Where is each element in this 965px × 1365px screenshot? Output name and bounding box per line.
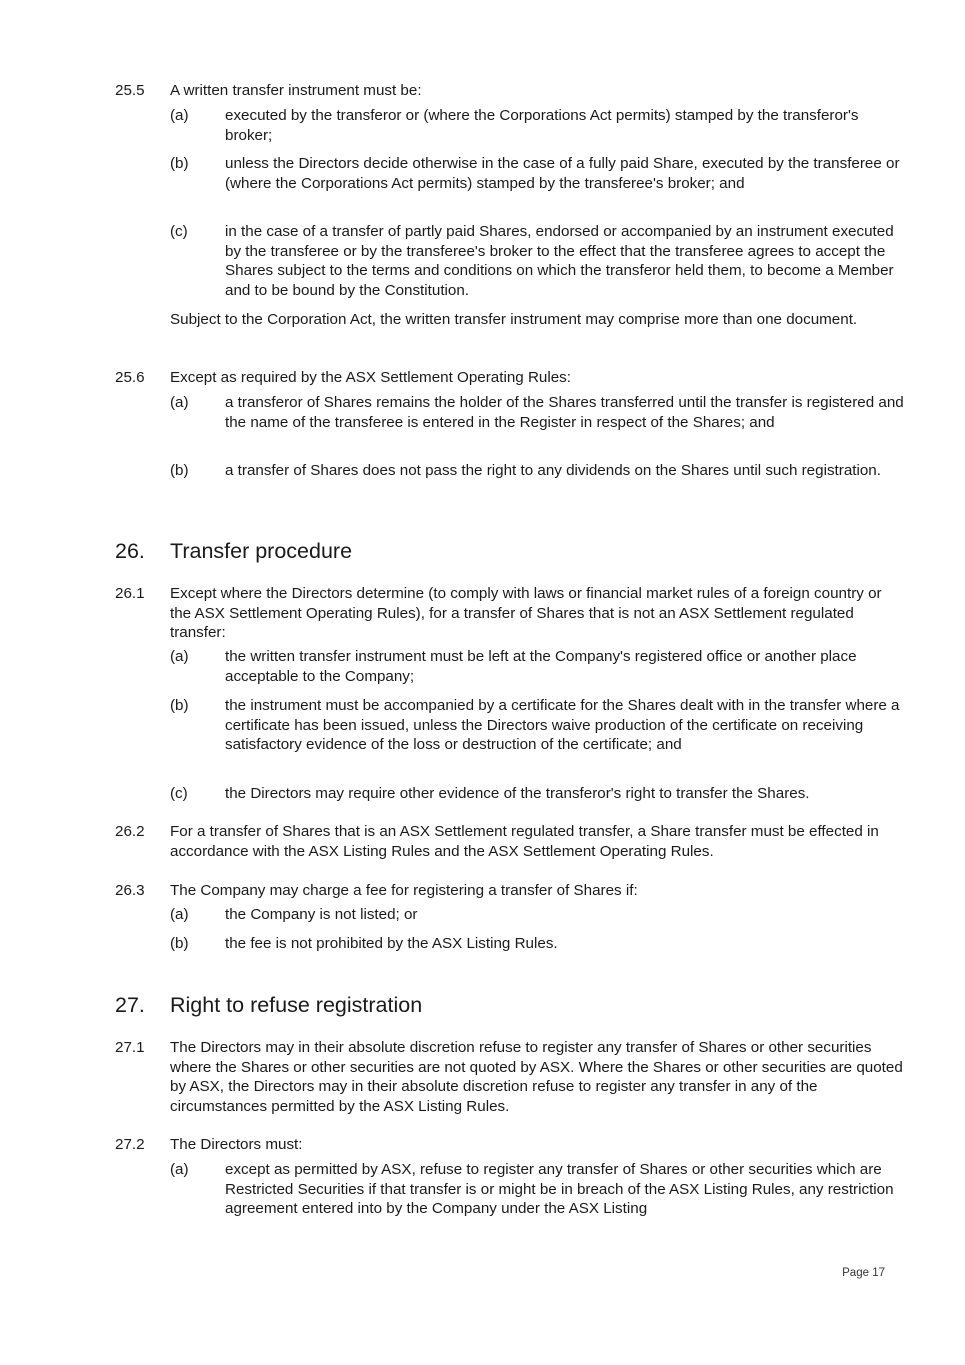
item-label: (c) — [170, 785, 188, 802]
clause-text: Except where the Directors determine (to comply with laws or financial market rules of a foreign country or the ASX Settlement Operating Rules), for a transfer of Shares that is not an ASX Settlement regulated transfer: — [170, 585, 882, 642]
item-label: (b) — [170, 697, 189, 714]
clause-26-2 — [115, 822, 905, 861]
clause-text: The Directors must: — [170, 1136, 303, 1153]
clause-26-1 — [115, 584, 905, 643]
item-text: the instrument must be accompanied by a certificate for the Shares dealt with in the transfer where a certificate has been issued, unless the Directors waive production of the certificate on receiving satisfactory evidence of the loss or destruction of the certificate; and — [225, 697, 900, 754]
clause-25-6 — [115, 368, 905, 388]
page-number: Page 17 — [842, 1267, 885, 1279]
section-title: Transfer procedure — [170, 539, 353, 563]
section-heading-26 — [115, 538, 352, 564]
clause-26-1-c — [115, 784, 905, 804]
item-text: a transfer of Shares does not pass the right to any dividends on the Shares until such registration. — [225, 462, 881, 479]
item-text: the Company is not listed; or — [225, 906, 418, 923]
item-label: (a) — [170, 1161, 189, 1178]
clause-number: 27.1 — [115, 1039, 145, 1056]
clause-number: 25.6 — [115, 369, 145, 386]
clause-25-5-trailing — [115, 310, 905, 330]
item-label: (a) — [170, 648, 189, 665]
clause-text: For a transfer of Shares that is an ASX Settlement regulated transfer, a Share transfer must be effected in accordance with the ASX Listing Rules and the ASX Settlement Operating Rules. — [170, 823, 879, 860]
clause-25-6-b — [115, 461, 905, 481]
section-number: 26. — [115, 539, 145, 563]
item-label: (a) — [170, 107, 189, 124]
clause-27-2-a — [115, 1160, 905, 1219]
item-text: unless the Directors decide otherwise in the case of a fully paid Share, executed by the transferee or (where the Corporations Act permits) stamped by the transferee's broker; and — [225, 155, 900, 192]
clause-text: Except as required by the ASX Settlement Operating Rules: — [170, 369, 571, 386]
item-label: (b) — [170, 155, 189, 172]
clause-25-5-c — [115, 222, 905, 300]
clause-27-1 — [115, 1038, 905, 1116]
clause-25-5-b — [115, 154, 905, 193]
item-label: (b) — [170, 462, 189, 479]
item-text: executed by the transferor or (where the Corporations Act permits) stamped by the transferor's broker; — [225, 107, 859, 144]
clause-number: 26.2 — [115, 823, 145, 840]
clause-25-5 — [115, 81, 905, 101]
item-text: the written transfer instrument must be left at the Company's registered office or another place acceptable to the Company; — [225, 648, 857, 685]
item-label: (c) — [170, 223, 188, 240]
clause-number: 26.1 — [115, 585, 145, 602]
clause-text: The Directors may in their absolute discretion refuse to register any transfer of Shares or other securities where the Shares or other securities are not quoted by ASX. Where the Shares or other securities are quoted by ASX, the Directors may in their absolute discretion refuse to register any transfer in any of the circumstances permitted by the ASX Listing Rules. — [170, 1039, 903, 1115]
clause-trailing-text: Subject to the Corporation Act, the written transfer instrument may comprise more than one document. — [170, 311, 858, 328]
clause-26-3-a — [115, 905, 905, 925]
clause-26-1-a — [115, 647, 905, 686]
section-number: 27. — [115, 993, 145, 1017]
clause-number: 27.2 — [115, 1136, 145, 1153]
clause-26-1-b — [115, 696, 905, 755]
clause-25-6-a — [115, 393, 905, 432]
item-text: except as permitted by ASX, refuse to register any transfer of Shares or other securities which are Restricted Securities if that transfer is or might be in breach of the ASX Listing Rules, any restriction agreement entered into by the Company under the ASX Listing — [225, 1161, 894, 1218]
item-text: the Directors may require other evidence of the transferor's right to transfer the Shares. — [225, 785, 810, 802]
clause-number: 25.5 — [115, 82, 145, 99]
item-label: (a) — [170, 906, 189, 923]
item-text: the fee is not prohibited by the ASX Listing Rules. — [225, 935, 558, 952]
item-text: in the case of a transfer of partly paid Shares, endorsed or accompanied by an instrument executed by the transferee or by the transferee's broker to the effect that the transferee agrees to accept the Shares subject to the terms and conditions on which the transferor held them, to become a Member and to be bound by the Constitution. — [225, 223, 894, 299]
clause-25-5-a — [115, 106, 905, 145]
section-heading-27 — [115, 992, 422, 1018]
clause-26-3 — [115, 881, 905, 901]
section-title: Right to refuse registration — [170, 993, 423, 1017]
item-text: a transferor of Shares remains the holder of the Shares transferred until the transfer is registered and the name of the transferee is entered in the Register in respect of the Shares; and — [225, 394, 904, 431]
clause-text: A written transfer instrument must be: — [170, 82, 422, 99]
clause-number: 26.3 — [115, 882, 145, 899]
clause-text: The Company may charge a fee for registering a transfer of Shares if: — [170, 882, 638, 899]
clause-26-3-b — [115, 934, 905, 954]
item-label: (b) — [170, 935, 189, 952]
item-label: (a) — [170, 394, 189, 411]
clause-27-2 — [115, 1135, 905, 1155]
